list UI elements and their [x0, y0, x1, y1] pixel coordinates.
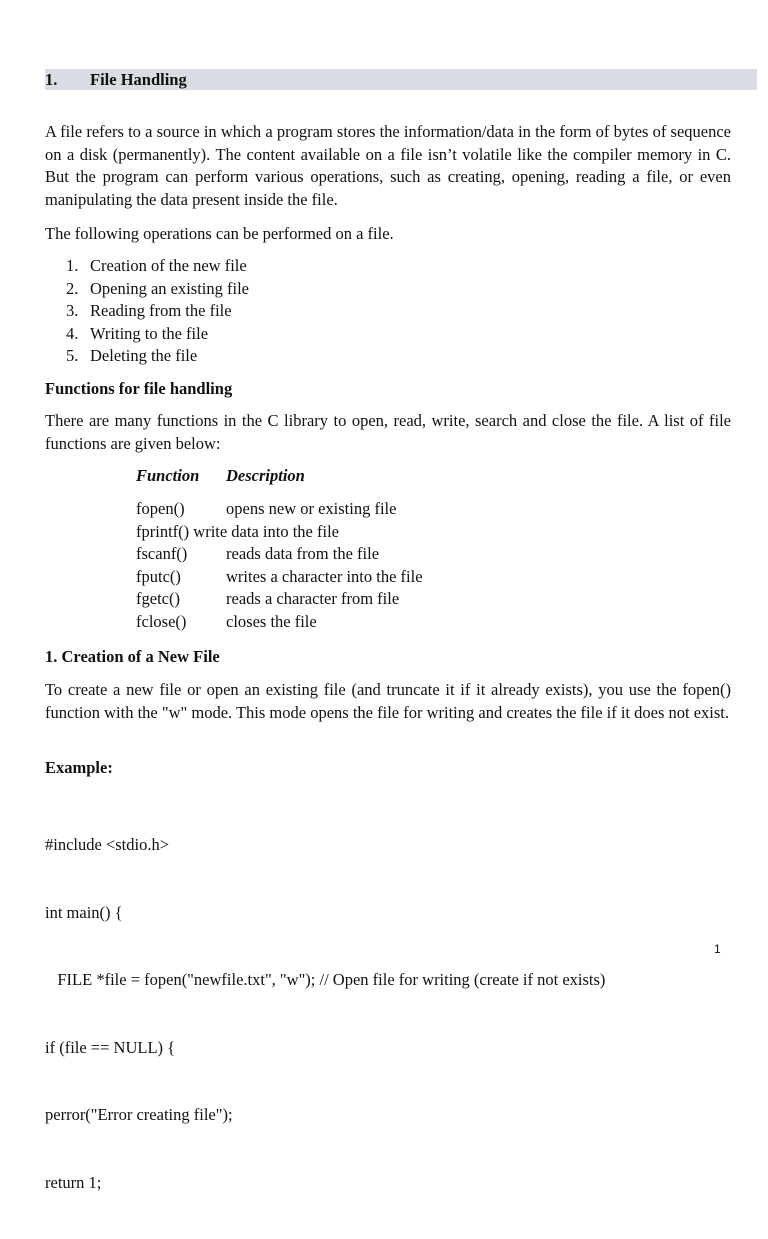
operations-list — [66, 255, 249, 368]
code-line: return 1; — [45, 1172, 102, 1192]
code-example — [45, 789, 605, 1239]
code-line: if (file == NULL) { — [45, 1037, 176, 1057]
list-item: 3. Reading from the file — [66, 301, 232, 320]
list-item: 1. Creation of the new file — [66, 256, 247, 275]
section-number: 1. — [45, 70, 58, 89]
table-row: fprintf() write data into the file — [136, 521, 339, 541]
creation-paragraph: To create a new file or open an existing file (and truncate it if it already exists), you use the fopen() function with the "w" mode. This mode opens the file for writing and creates the file if it does not exist. — [45, 680, 731, 722]
list-item: 5. Deleting the file — [66, 346, 198, 365]
section-title: File Handling — [90, 70, 187, 89]
document-page: 1. File Handling A file refers to a source in which a program stores the information/data in the form of bytes of sequence on a disk (permanently). The content available on a file isn’t volatile like the compiler memory in C. But the program can perform various operations, such as creating, opening, reading a file, or even manipulating the data present inside the file. The following operations can be performed on a file. 1. Creation of the new file 2. Opening an existing file 3. Reading from the file 4. Writing to the file 5. Deleting the file Functions for file handling There are many functions in the C library to open, read, write, search and close the file. A list of file functions are given below: Function Description fopen() opens new or existing file fprintf() write data into the file fscanf() reads data from the file fputc() writes a character into the file fgetc() reads a character from file fclose() closes the file 1. Creation of a New File To create a new file or open an existing file (and truncate it if it already exists), you use the fopen() function with the "w" mode. This mode opens the file for writing and creates the file if it does not exist. Example: #include <stdio.h> int main() { FILE *file = fopen("newfile.txt", "w"); // Open file for writing (create if not exists) if (file == NULL) { perror("Error creating file"); return 1; 1 — [0, 0, 768, 1024]
creation-heading: 1. Creation of a New File — [45, 647, 220, 666]
section-heading — [45, 69, 757, 90]
code-line: int main() { — [45, 902, 123, 922]
functions-paragraph: There are many functions in the C library to open, read, write, search and close the file. A list of file functions are given below: — [45, 411, 731, 453]
header-function: Function — [136, 466, 200, 485]
operations-intro: The following operations can be performed on a file. — [45, 224, 394, 243]
list-item: 4. Writing to the file — [66, 323, 209, 343]
list-item: 2. Opening an existing file — [66, 278, 250, 298]
code-line: #include <stdio.h> — [45, 835, 170, 854]
code-line: perror("Error creating file"); — [45, 1105, 233, 1124]
intro-paragraph: A file refers to a source in which a program stores the information/data in the form of bytes of sequence on a disk (permanently). The content available on a file isn’t volatile like the compiler memory in C. But the program can perform various operations, such as creating, opening, reading a file, or even manipulating the data present inside the file. — [45, 122, 731, 209]
code-line: FILE *file = fopen("newfile.txt", "w"); // Open file for writing (create if not exists) — [45, 970, 606, 989]
example-label: Example: — [45, 758, 113, 777]
page-number: 1 — [714, 942, 721, 956]
header-description: Description — [226, 466, 305, 485]
functions-heading: Functions for file handling — [45, 379, 233, 398]
